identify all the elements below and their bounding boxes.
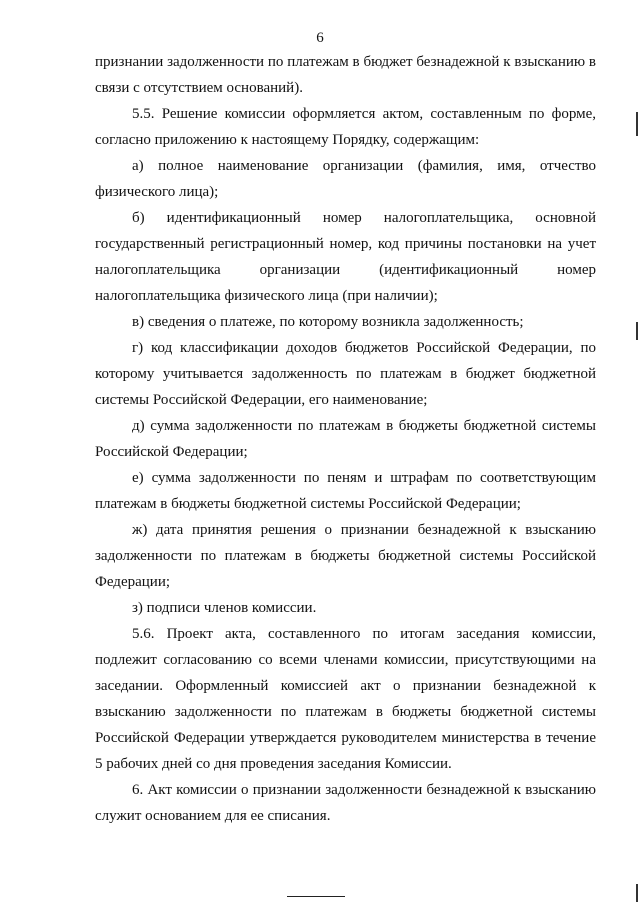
scan-edge-mark [636, 884, 638, 902]
page-number: 6 [316, 30, 324, 46]
scan-edge-mark [636, 112, 638, 136]
list-item-d: д) сумма задолженности по платежам в бюджеты бюджетной системы Российской Федерации; [95, 418, 596, 460]
list-item-e: е) сумма задолженности по пеням и штрафам по соответствующим платежам в бюджеты бюджетной системы Российской Федерации; [95, 470, 596, 512]
document-body [95, 49, 596, 829]
list-item-zh: ж) дата принятия решения о признании безнадежной к взысканию задолженности по платежам в бюджеты бюджетной системы Российской Федерации; [95, 522, 596, 590]
list-item-b: б) идентификационный номер налогоплательщика, основной государственный регистрационный номер, код причины постановки на учет налогоплательщика организации (идентификационный номер налогоплательщика физического лица (при наличии); [95, 210, 596, 304]
list-item-a: а) полное наименование организации (фамилия, имя, отчество физического лица); [95, 158, 596, 200]
list-item-v: в) сведения о платеже, по которому возникла задолженность; [132, 314, 524, 330]
scan-edge-mark [636, 322, 638, 340]
paragraph-continuation: признании задолженности по платежам в бюджет безнадежной к взысканию в связи с отсутствием оснований). [95, 54, 596, 96]
paragraph-5-5: 5.5. Решение комиссии оформляется актом, составленным по форме, согласно приложению к настоящему Порядку, содержащим: [95, 106, 596, 148]
list-item-g: г) код классификации доходов бюджетов Российской Федерации, по которому учитывается задолженность по платежам в бюджет бюджетной системы Российской Федерации, его наименование; [95, 340, 596, 408]
footer-rule [287, 896, 345, 897]
paragraph-6: 6. Акт комиссии о признании задолженности безнадежной к взысканию служит основанием для ее списания. [95, 782, 596, 824]
list-item-z: з) подписи членов комиссии. [132, 600, 317, 616]
paragraph-5-6: 5.6. Проект акта, составленного по итогам заседания комиссии, подлежит согласованию со всеми членами комиссии, присутствующими на заседании. Оформленный комиссией акт о признании безнадежной к взысканию задолженности по платежам в бюджеты бюджетной системы Российской Федерации утверждается руководителем министерства в течение 5 рабочих дней со дня проведения заседания Комиссии. [95, 626, 596, 772]
